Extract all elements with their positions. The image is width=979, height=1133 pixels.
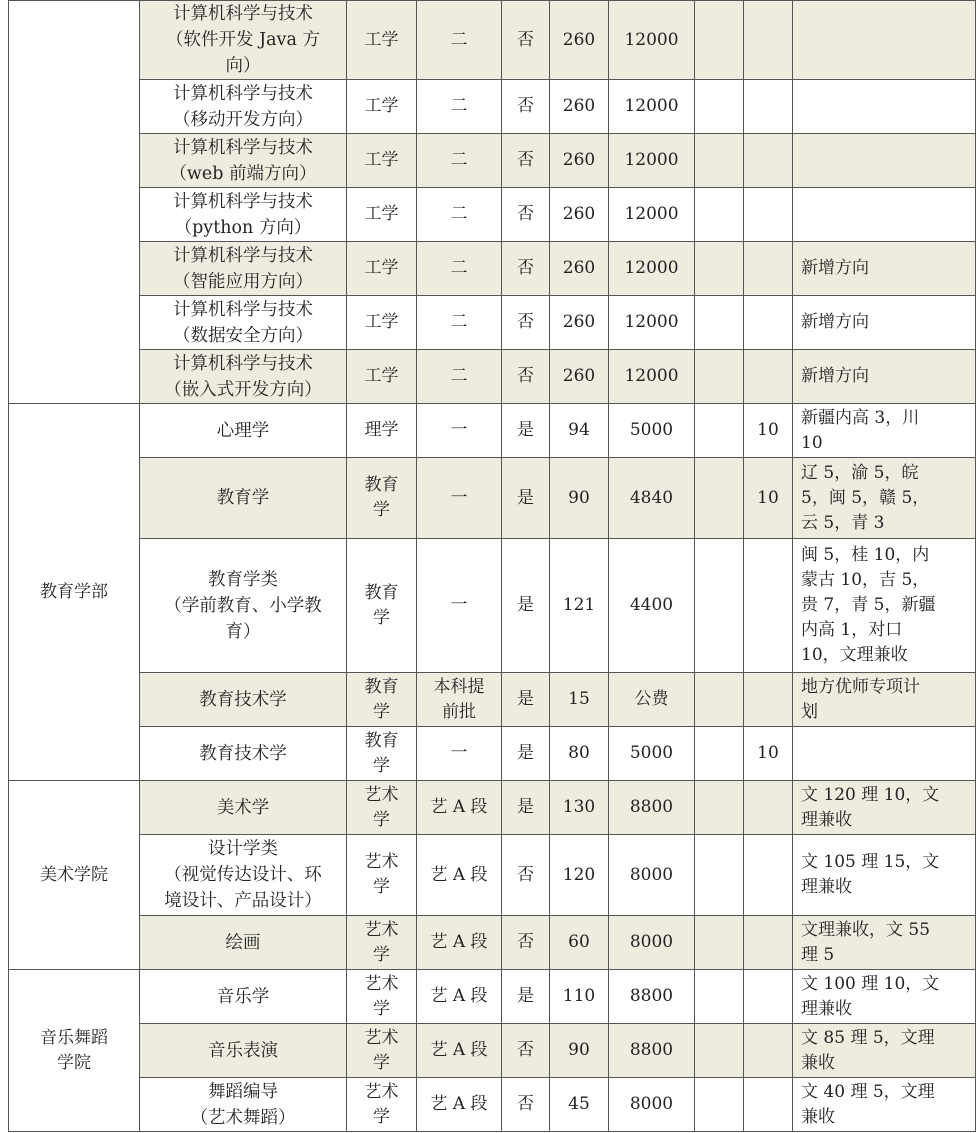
- table-row: [9, 1, 976, 80]
- batch-cell: [417, 404, 502, 458]
- empty-cell: [695, 1024, 744, 1078]
- cell-line: 教育技术学: [199, 689, 287, 710]
- category-cell: [347, 296, 417, 350]
- major-cell: [140, 1078, 347, 1132]
- cell-text: 一: [450, 420, 468, 440]
- note-cell: [793, 188, 976, 242]
- cell-text: 艺 A 段: [430, 932, 488, 952]
- cell-text: 理学: [364, 420, 399, 440]
- note-cell: [793, 1024, 976, 1078]
- quota-cell: [744, 916, 793, 970]
- note-cell: [793, 80, 976, 134]
- cell-line: 教育技术学: [199, 743, 287, 764]
- cell-line: 教育: [364, 730, 399, 751]
- empty-cell: [695, 350, 744, 404]
- cell-line: 学: [373, 755, 390, 776]
- plan-count-cell: 94: [550, 404, 609, 458]
- tuition-cell: 5000: [609, 727, 695, 781]
- cell-line: 计算机科学与技术: [173, 353, 313, 374]
- plan-count-cell: 130: [550, 781, 609, 835]
- batch-cell: [417, 835, 502, 916]
- note-cell: [793, 781, 976, 835]
- cell-line: 10: [801, 432, 823, 453]
- quota-cell: [744, 188, 793, 242]
- cell-line: 内高 1，对口: [801, 620, 903, 640]
- table-row: [9, 727, 976, 781]
- batch-cell: [417, 1, 502, 80]
- category-cell: [347, 835, 417, 916]
- cell-line: 新增方向: [801, 258, 869, 278]
- plan-count-cell: 120: [550, 835, 609, 916]
- cell-line: 艺术: [364, 973, 399, 994]
- cell-text: 一: [450, 743, 468, 763]
- plan-count-cell: 90: [550, 1024, 609, 1078]
- major-cell: [140, 970, 347, 1024]
- major-cell: [140, 350, 347, 404]
- cell-line: 计算机科学与技术: [173, 191, 313, 212]
- cell-line: 艺术: [364, 1081, 399, 1102]
- cell-line: 计算机科学与技术: [173, 299, 313, 320]
- note-cell: [793, 727, 976, 781]
- cell-line: 学: [373, 998, 390, 1019]
- plan-count-cell: 260: [550, 296, 609, 350]
- cell-line: 划: [801, 701, 818, 722]
- cell-text: 艺 A 段: [430, 1094, 488, 1114]
- tuition-cell: 8000: [609, 916, 695, 970]
- table-row: [9, 539, 976, 673]
- category-cell: [347, 350, 417, 404]
- cell-line: 学: [373, 944, 390, 965]
- tuition-cell: 4840: [609, 458, 695, 539]
- cell-text: 艺 A 段: [430, 797, 488, 817]
- cell-line: 理兼收: [801, 998, 852, 1019]
- department-cell: [9, 970, 140, 1132]
- batch-cell: [417, 80, 502, 134]
- category-cell: [347, 539, 417, 673]
- empty-cell: [695, 835, 744, 916]
- cell-text: 工学: [364, 29, 399, 50]
- quota-cell: [744, 539, 793, 673]
- flag-cell: 否: [502, 134, 550, 188]
- cell-text: 工学: [364, 312, 399, 332]
- note-cell: [793, 970, 976, 1024]
- department-cell: 美术学院: [9, 781, 140, 970]
- category-cell: [347, 134, 417, 188]
- cell-line: 文 105 理 15，文: [801, 852, 940, 872]
- empty-cell: [695, 727, 744, 781]
- tuition-cell: 公费: [609, 673, 695, 727]
- major-cell: [140, 727, 347, 781]
- plan-count-cell: 121: [550, 539, 609, 673]
- cell-line: （智能应用方向）: [173, 271, 313, 292]
- quota-cell: [744, 1, 793, 80]
- batch-cell: [417, 458, 502, 539]
- batch-cell: [417, 134, 502, 188]
- category-cell: [347, 916, 417, 970]
- note-cell: [793, 673, 976, 727]
- cell-line: 音乐舞蹈: [40, 1027, 108, 1048]
- quota-cell: [744, 134, 793, 188]
- empty-cell: [695, 916, 744, 970]
- major-cell: [140, 242, 347, 296]
- empty-cell: [695, 1078, 744, 1132]
- empty-cell: [695, 188, 744, 242]
- cell-line: 新增方向: [801, 312, 869, 332]
- table-row: [9, 916, 976, 970]
- quota-cell: [744, 242, 793, 296]
- department-cell: [9, 1, 140, 404]
- cell-text: 二: [450, 29, 468, 50]
- note-cell: [793, 539, 976, 673]
- table-row: [9, 404, 976, 458]
- table-row: [9, 134, 976, 188]
- quota-cell: 10: [744, 458, 793, 539]
- tuition-cell: 12000: [609, 188, 695, 242]
- tuition-cell: 8000: [609, 835, 695, 916]
- cell-line: 学: [373, 809, 390, 830]
- empty-cell: [695, 404, 744, 458]
- quota-cell: [744, 673, 793, 727]
- plan-count-cell: 260: [550, 350, 609, 404]
- cell-line: 设计学类: [208, 839, 278, 859]
- flag-cell: 否: [502, 350, 550, 404]
- cell-text: 二: [450, 366, 468, 386]
- major-cell: [140, 835, 347, 916]
- flag-cell: 否: [502, 296, 550, 350]
- cell-line: 学: [373, 1106, 390, 1127]
- cell-line: 兼收: [801, 1052, 835, 1073]
- cell-line: 辽 5，渝 5，皖: [801, 462, 919, 483]
- flag-cell: 是: [502, 404, 550, 458]
- empty-cell: [695, 296, 744, 350]
- batch-cell: [417, 1024, 502, 1078]
- tuition-cell: 12000: [609, 350, 695, 404]
- cell-line: 文理兼收，文 55: [801, 919, 931, 940]
- major-cell: [140, 781, 347, 835]
- cell-text: 工学: [364, 150, 399, 170]
- quota-cell: [744, 970, 793, 1024]
- cell-line: 计算机科学与技术: [173, 137, 313, 158]
- cell-line: 教育: [364, 582, 399, 603]
- cell-line: 文 120 理 10，文: [801, 784, 940, 805]
- cell-line: 贵 7，青 5，新疆: [801, 595, 936, 615]
- tuition-cell: 4400: [609, 539, 695, 673]
- cell-line: （软件开发 Java 方: [166, 30, 320, 50]
- cell-text: 艺 A 段: [430, 1040, 488, 1060]
- note-cell: [793, 134, 976, 188]
- cell-line: （数据安全方向）: [173, 325, 313, 346]
- table-row: [9, 835, 976, 916]
- cell-line: （web 前端方向）: [169, 163, 317, 184]
- cell-line: 境设计、产品设计）: [164, 891, 322, 911]
- table-row: [9, 673, 976, 727]
- cell-line: （嵌入式开发方向）: [164, 379, 322, 400]
- cell-text: 二: [450, 312, 468, 332]
- note-cell: [793, 458, 976, 539]
- note-cell: [793, 242, 976, 296]
- flag-cell: 是: [502, 673, 550, 727]
- flag-cell: 否: [502, 1024, 550, 1078]
- quota-cell: [744, 296, 793, 350]
- flag-cell: 否: [502, 1, 550, 80]
- cell-line: 学: [373, 877, 390, 897]
- quota-cell: [744, 781, 793, 835]
- cell-line: 教育: [364, 475, 399, 495]
- table-row: [9, 970, 976, 1024]
- note-cell: [793, 350, 976, 404]
- flag-cell: 是: [502, 458, 550, 539]
- batch-cell: [417, 1078, 502, 1132]
- empty-cell: [695, 80, 744, 134]
- empty-cell: [695, 781, 744, 835]
- department-cell: 教育学部: [9, 404, 140, 781]
- plan-count-cell: 260: [550, 188, 609, 242]
- flag-cell: 否: [502, 80, 550, 134]
- cell-line: 文 85 理 5，文理: [801, 1027, 935, 1048]
- batch-cell: [417, 296, 502, 350]
- empty-cell: [695, 1, 744, 80]
- cell-text: 工学: [364, 258, 399, 278]
- major-cell: [140, 404, 347, 458]
- cell-line: 艺术: [364, 852, 399, 872]
- flag-cell: 是: [502, 727, 550, 781]
- note-cell: [793, 916, 976, 970]
- batch-cell: [417, 350, 502, 404]
- quota-cell: [744, 80, 793, 134]
- quota-cell: 10: [744, 727, 793, 781]
- enrollment-plan-table: [8, 0, 976, 1132]
- table-row: [9, 80, 976, 134]
- category-cell: [347, 1078, 417, 1132]
- cell-line: 艺术: [364, 784, 399, 805]
- cell-line: 教育学类: [208, 569, 278, 590]
- major-cell: [140, 296, 347, 350]
- table-row: [9, 350, 976, 404]
- cell-line: 前批: [442, 701, 476, 722]
- cell-line: 舞蹈编导: [208, 1081, 278, 1102]
- note-cell: [793, 296, 976, 350]
- category-cell: [347, 80, 417, 134]
- cell-line: 新增方向: [801, 366, 869, 386]
- major-cell: [140, 188, 347, 242]
- flag-cell: 是: [502, 970, 550, 1024]
- batch-cell: [417, 727, 502, 781]
- cell-line: 文 40 理 5，文理: [801, 1081, 935, 1102]
- table-row: [9, 296, 976, 350]
- plan-count-cell: 110: [550, 970, 609, 1024]
- cell-line: 理兼收: [801, 877, 852, 897]
- major-cell: [140, 916, 347, 970]
- tuition-cell: 8800: [609, 781, 695, 835]
- batch-cell: [417, 970, 502, 1024]
- cell-line: 音乐学: [216, 986, 270, 1007]
- table-row: [9, 781, 976, 835]
- plan-count-cell: 260: [550, 80, 609, 134]
- cell-line: 新疆内高 3，川: [801, 407, 920, 428]
- cell-line: 美术学: [216, 797, 270, 818]
- cell-line: 10，文理兼收: [801, 645, 908, 665]
- batch-cell: [417, 242, 502, 296]
- table-row: [9, 458, 976, 539]
- cell-text: 二: [450, 96, 468, 116]
- cell-line: 教育: [364, 676, 399, 697]
- cell-text: 艺 A 段: [430, 986, 488, 1006]
- cell-line: 理 5: [801, 944, 835, 965]
- category-cell: [347, 188, 417, 242]
- plan-count-cell: 260: [550, 242, 609, 296]
- cell-line: 学院: [57, 1052, 91, 1073]
- flag-cell: 是: [502, 781, 550, 835]
- plan-count-cell: 45: [550, 1078, 609, 1132]
- note-cell: [793, 1, 976, 80]
- batch-cell: [417, 539, 502, 673]
- cell-line: （艺术舞蹈）: [190, 1107, 296, 1128]
- major-cell: [140, 539, 347, 673]
- flag-cell: 否: [502, 188, 550, 242]
- quota-cell: [744, 1024, 793, 1078]
- major-cell: [140, 673, 347, 727]
- cell-line: 学: [373, 701, 390, 722]
- tuition-cell: 8800: [609, 1024, 695, 1078]
- cell-line: 育）: [225, 621, 261, 642]
- category-cell: [347, 1, 417, 80]
- major-cell: [140, 458, 347, 539]
- cell-line: 学: [373, 607, 390, 628]
- tuition-cell: 12000: [609, 1, 695, 80]
- cell-line: 计算机科学与技术: [173, 4, 313, 24]
- cell-line: 蒙古 10，吉 5，: [801, 570, 930, 590]
- cell-text: 艺 A 段: [430, 864, 488, 885]
- major-cell: [140, 1, 347, 80]
- note-cell: [793, 1078, 976, 1132]
- cell-line: （学前教育、小学教: [164, 595, 322, 616]
- batch-cell: [417, 673, 502, 727]
- cell-text: 二: [450, 258, 468, 278]
- flag-cell: 否: [502, 835, 550, 916]
- plan-count-cell: 15: [550, 673, 609, 727]
- tuition-cell: 8000: [609, 1078, 695, 1132]
- cell-line: （视觉传达设计、环: [164, 865, 322, 885]
- plan-count-cell: 90: [550, 458, 609, 539]
- plan-count-cell: 80: [550, 727, 609, 781]
- category-cell: [347, 458, 417, 539]
- tuition-cell: 5000: [609, 404, 695, 458]
- cell-line: 音乐表演: [208, 1040, 278, 1061]
- note-cell: [793, 404, 976, 458]
- empty-cell: [695, 458, 744, 539]
- empty-cell: [695, 970, 744, 1024]
- cell-line: 云 5，青 3: [801, 512, 885, 533]
- cell-text: 二: [450, 150, 468, 170]
- cell-line: 计算机科学与技术: [173, 245, 313, 266]
- cell-text: 工学: [364, 204, 399, 224]
- cell-text: 工学: [364, 96, 399, 116]
- category-cell: [347, 727, 417, 781]
- cell-line: 闽 5，桂 10，内: [801, 545, 930, 565]
- flag-cell: 否: [502, 1078, 550, 1132]
- category-cell: [347, 404, 417, 458]
- empty-cell: [695, 673, 744, 727]
- cell-line: 学: [373, 500, 390, 520]
- major-cell: [140, 80, 347, 134]
- cell-line: 理兼收: [801, 809, 852, 830]
- tuition-cell: 12000: [609, 296, 695, 350]
- quota-cell: 10: [744, 404, 793, 458]
- plan-count-cell: 260: [550, 1, 609, 80]
- batch-cell: [417, 781, 502, 835]
- cell-line: 本科提: [433, 676, 485, 697]
- flag-cell: 否: [502, 916, 550, 970]
- empty-cell: [695, 134, 744, 188]
- table-row: [9, 188, 976, 242]
- category-cell: [347, 1024, 417, 1078]
- empty-cell: [695, 539, 744, 673]
- flag-cell: 是: [502, 539, 550, 673]
- cell-line: 教育学: [216, 488, 270, 508]
- cell-line: 学: [373, 1052, 390, 1073]
- cell-text: 一: [450, 487, 468, 508]
- table-row: [9, 1078, 976, 1132]
- tuition-cell: 12000: [609, 80, 695, 134]
- category-cell: [347, 970, 417, 1024]
- cell-line: （移动开发方向）: [173, 109, 313, 130]
- quota-cell: [744, 835, 793, 916]
- quota-cell: [744, 1078, 793, 1132]
- flag-cell: 否: [502, 242, 550, 296]
- table-row: [9, 1024, 976, 1078]
- cell-text: 工学: [364, 366, 399, 386]
- table-row: [9, 242, 976, 296]
- major-cell: [140, 1024, 347, 1078]
- batch-cell: [417, 188, 502, 242]
- cell-line: 文 100 理 10，文: [801, 973, 940, 994]
- tuition-cell: 12000: [609, 242, 695, 296]
- cell-line: 计算机科学与技术: [173, 83, 313, 104]
- cell-line: 向）: [225, 56, 261, 76]
- cell-line: 艺术: [364, 919, 399, 940]
- cell-text: 一: [450, 595, 468, 615]
- category-cell: [347, 781, 417, 835]
- cell-line: 5，闽 5，赣 5，: [801, 487, 930, 508]
- tuition-cell: 8800: [609, 970, 695, 1024]
- cell-line: 地方优师专项计: [801, 676, 920, 697]
- empty-cell: [695, 242, 744, 296]
- major-cell: [140, 134, 347, 188]
- cell-line: 艺术: [364, 1027, 399, 1048]
- quota-cell: [744, 350, 793, 404]
- cell-line: （python 方向）: [174, 217, 312, 238]
- category-cell: [347, 242, 417, 296]
- plan-count-cell: 260: [550, 134, 609, 188]
- cell-line: 心理学: [216, 420, 270, 441]
- tuition-cell: 12000: [609, 134, 695, 188]
- batch-cell: [417, 916, 502, 970]
- plan-count-cell: 60: [550, 916, 609, 970]
- cell-line: 兼收: [801, 1106, 835, 1127]
- cell-line: 绘画: [225, 932, 261, 953]
- note-cell: [793, 835, 976, 916]
- cell-text: 二: [450, 204, 468, 224]
- category-cell: [347, 673, 417, 727]
